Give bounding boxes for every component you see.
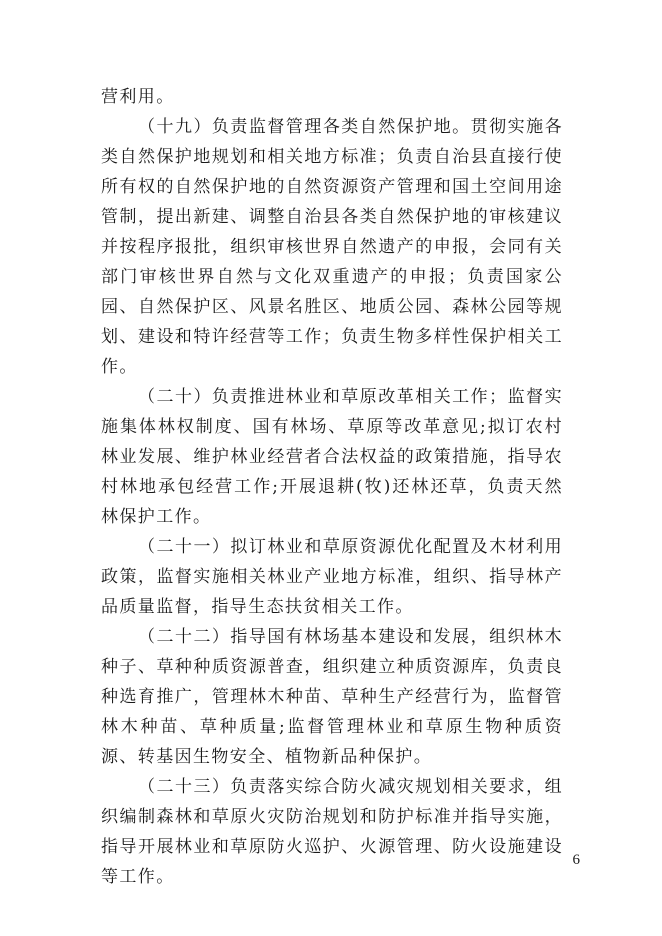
body-text	[101, 82, 563, 892]
page-number: 6	[572, 852, 580, 868]
paragraph-item-19: （十九）负责监督管理各类自然保护地。贯彻实施各类自然保护地规划和相关地方标准；负责自治县直接行使所有权的自然保护地的自然资源资产管理和国土空间用途管制，提出新建、调整自治县各类自然保护地的审核建议并按程序报批，组织审核世界自然遗产的申报，会同有关部门审核世界自然与文化双重遗产的申报；负责国家公园、自然保护区、风景名胜区、地质公园、森林公园等规划、建设和特许经营等工作；负责生物多样性保护相关工作。	[101, 117, 563, 377]
paragraph-continuation: 营利用。	[101, 87, 175, 107]
paragraph-item-23: （二十三）负责落实综合防火减灾规划相关要求，组织编制森林和草原火灾防治规划和防护标准并指导实施，指导开展林业和草原防火巡护、火源管理、防火设施建设等工作。	[101, 777, 563, 887]
paragraph-item-21: （二十一）拟订林业和草原资源优化配置及木材利用政策，监督实施相关林业产业地方标准，组织、指导林产品质量监督，指导生态扶贫相关工作。	[101, 537, 563, 617]
paragraph-item-22: （二十二）指导国有林场基本建设和发展，组织林木种子、草种种质资源普查，组织建立种质资源库，负责良种选育推广，管理林木种苗、草种生产经营行为，监督管林木种苗、草种质量;监督管理林业和草原生物种质资源、转基因生物安全、植物新品种保护。	[101, 627, 563, 767]
paragraph-item-20: （二十）负责推进林业和草原改革相关工作；监督实施集体林权制度、国有林场、草原等改革意见;拟订农村林业发展、维护林业经营者合法权益的政策措施，指导农村林地承包经营工作;开展退耕(牧)还林还草，负责天然林保护工作。	[101, 387, 563, 527]
